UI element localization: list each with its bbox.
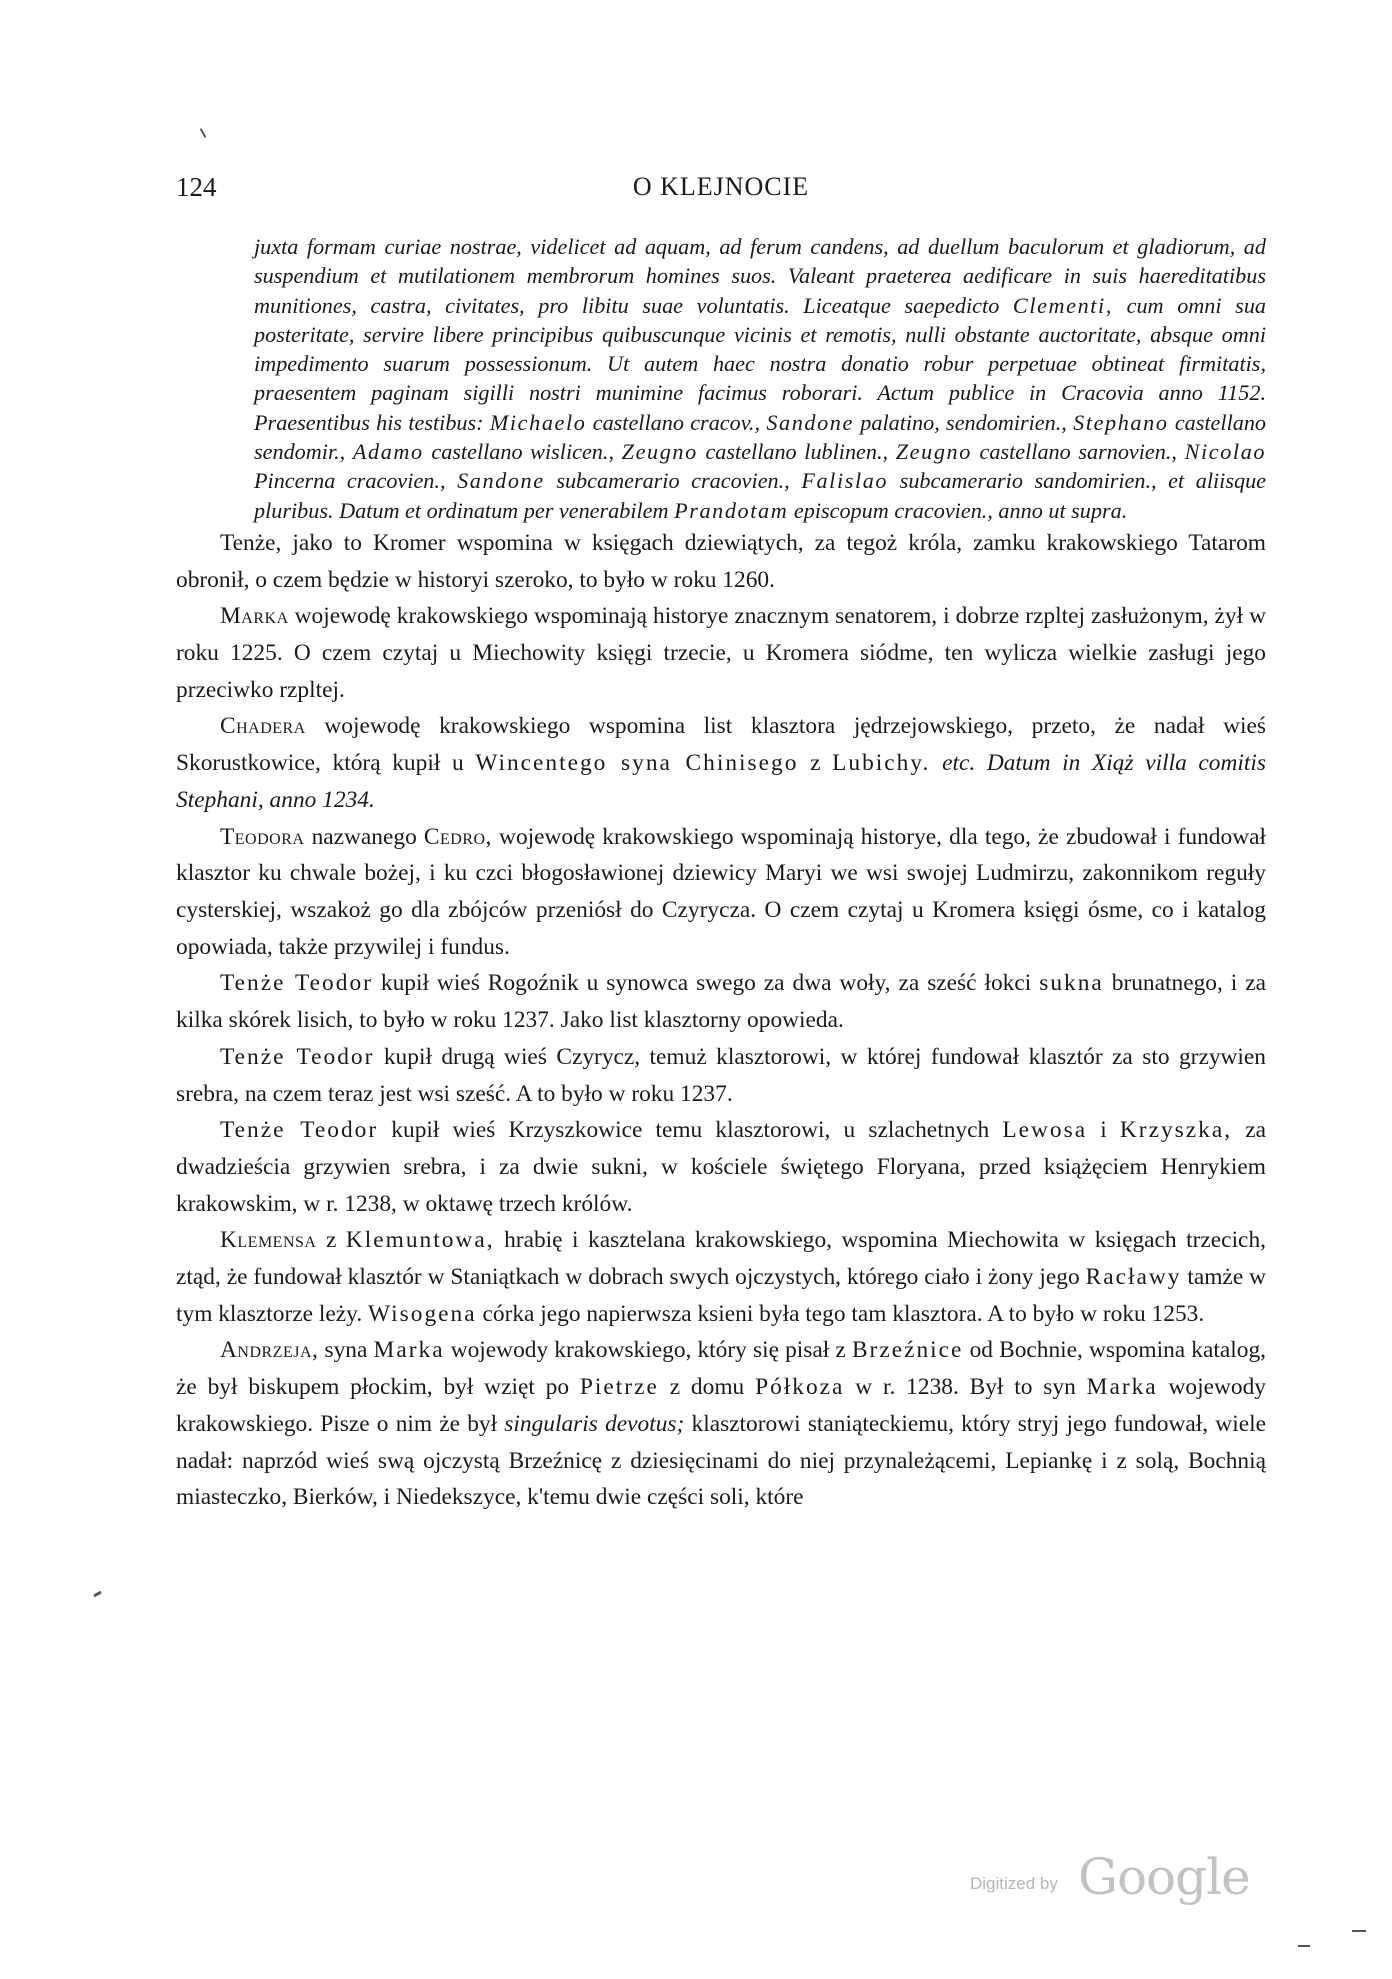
latin-name: Nicolao xyxy=(1184,439,1267,465)
latin-name: Stephano xyxy=(1073,409,1169,435)
person-name: Marka xyxy=(220,603,289,630)
person-name: Andrzeja, xyxy=(220,1337,319,1364)
paragraph-text: nazwanego xyxy=(311,823,417,850)
paragraph-marka xyxy=(176,598,1266,708)
latin-charter-quote xyxy=(254,232,1266,525)
latin-name: Prandotam xyxy=(674,497,789,523)
scan-mark xyxy=(1298,1945,1310,1947)
paragraph-chadera xyxy=(176,708,1266,818)
scan-mark xyxy=(200,128,207,138)
latin-text: juxta formam curiae nostrae, videlicet ad aquam, ad ferum candens, ad duellum baculorum et gladiorum, ad suspendium et mutilationem membrorum homines suos. Valeant praeterea aedificare in suis haereditatibus munitiones, castra, civitates, pro libitu suae voluntatis. Liceatque saepedicto xyxy=(254,234,1266,318)
latin-text: cum omni sua posteritate, servire libere principibus quibuscunque vicinis et remotis, nulli obstante auctoritate, absque omni impedimento suarum possessionum. Ut autem haec nostra donatio robur perpetuae obtineat firmitatis, praesentem paginam sigilli nostri munimine facimus roborari. Actum publice in Cracovia anno 1152. Praesentibus his testibus: xyxy=(254,292,1267,435)
latin-text: castellano cracov., xyxy=(592,409,761,435)
latin-text: etc. Datum in Xiąż villa comitis Stephani, anno 1234. xyxy=(176,750,1266,813)
latin-text: Pincerna cracovien., xyxy=(254,468,446,494)
paragraph-rogoznik xyxy=(176,965,1266,1038)
person-name: Racławy xyxy=(1085,1264,1182,1291)
paragraph-text: tamże w tym klasztorze leży. xyxy=(176,1264,1266,1327)
paragraph-klemens xyxy=(176,1222,1266,1332)
place-name: Klemuntowa, xyxy=(345,1227,495,1254)
person-name: Półkoza xyxy=(755,1374,845,1401)
paragraph-text: za dwadzieścia grzywien srebra, i za dwie sukni, w kościele świętego Floryana, przed książęciem Henrykiem krakowskim, w r. 1238, w oktawę trzech królów. xyxy=(176,1117,1266,1217)
latin-name: Zeugno xyxy=(621,439,698,465)
latin-name: Sandone xyxy=(457,468,545,494)
scan-mark xyxy=(93,1591,101,1598)
paragraph-text: córka jego napierwsza ksieni była tego tam klasztora. A to było w roku 1253. xyxy=(482,1300,1205,1327)
latin-text: castellano sarnovien., xyxy=(979,439,1177,465)
latin-text: singularis devotus; xyxy=(504,1410,685,1437)
person-name: Tenże Teodor xyxy=(220,1117,379,1144)
paragraph-text: od Bochnie, wspomina katalog, że był biskupem płockim, był wzięt po xyxy=(176,1337,1266,1401)
paragraph-text: Tenże, jako to Kromer wspomina w księgach dziewiątych, za tegoż króla, zamku krakowskiego Tatarom obronił, o czem będzie w historyi szeroko, to było w roku 1260. xyxy=(176,529,1266,593)
paragraph-kromer xyxy=(176,525,1266,598)
scan-mark xyxy=(1352,1930,1366,1932)
paragraph-text: wojewodę krakowskiego wspominają historye, dla tego, że zbudował i fundował klasztor ku chwale bożej, i ku czci błogosławionej dziewicy Maryi we wsi swojej Ludmirzu, zakonnikom reguły cysterskiej, wszakoż go dla zbójców przeniósł do Czyrycza. O czem czytaj u Kromera księgi ósme, co i katalog opowiada, także przywilej i fundus. xyxy=(176,823,1266,960)
paragraph-text: sukna xyxy=(1039,970,1104,997)
latin-name: Michaelo xyxy=(489,409,587,435)
paragraph-text: z domu xyxy=(669,1374,745,1401)
paragraph-text: i xyxy=(1100,1117,1107,1144)
paragraph-text: wojewodę krakowskiego wspomina list klasztora jędrzejowskiego, przeto, że nadał wieś Skorustkowice, którą kupił u xyxy=(176,713,1266,777)
page-header xyxy=(176,172,1266,212)
place-name: Lubichy. xyxy=(832,750,931,777)
paragraph-krzyszkowice xyxy=(176,1112,1266,1222)
latin-name: Zeugno xyxy=(895,439,972,465)
paragraph-teodor xyxy=(176,819,1266,966)
paragraph-text: hrabię i kasztelana krakowskiego, wspomina Miechowita w księgach trzecich, ztąd, że fundował klasztór w Staniątkach w dobrach swych ojczystych, którego ciało i żony jego xyxy=(176,1227,1266,1291)
running-head: O KLEJNOCIE xyxy=(632,172,810,201)
person-name: Tenże Teodor xyxy=(220,1043,375,1070)
person-name: Teodora xyxy=(220,823,305,850)
person-name: Marka xyxy=(373,1337,445,1364)
paragraph-andrzej xyxy=(176,1332,1266,1516)
person-name: Chadera xyxy=(220,713,306,740)
paragraph-text: kupił drugą wieś Czyrycz, temuż klasztorowi, w której fundował klasztór za sto grzywien srebra, na czem teraz jest wsi sześć. A to było w roku 1237. xyxy=(176,1043,1266,1107)
person-name: Tenże Teodor xyxy=(220,970,373,997)
paragraph-text: syna xyxy=(324,1337,368,1364)
paragraph-text: wojewody krakowskiego, który się pisał z xyxy=(450,1337,846,1364)
latin-text: castellano wislicen., xyxy=(431,439,614,465)
person-name: Wisogena xyxy=(368,1300,477,1327)
person-name: Pietrze xyxy=(579,1374,659,1401)
paragraph-text: kupił wieś Rogoźnik u synowca swego za dwa woły, za sześć łokci xyxy=(380,970,1032,997)
google-logo: Google xyxy=(1078,1848,1250,1906)
latin-name: Sandone xyxy=(766,409,854,435)
paragraph-text: brunatnego, i za kilka skórek lisich, to było w roku 1237. Jako list klasztorny opowieda. xyxy=(176,970,1266,1034)
latin-text: castellano lublinen., xyxy=(705,439,889,465)
latin-text: palatino, sendomirien., xyxy=(860,409,1067,435)
page-number: 124 xyxy=(176,172,217,202)
latin-name: Adamo xyxy=(352,439,424,465)
paragraph-czyrycz xyxy=(176,1039,1266,1112)
digitized-by-label: Digitized by xyxy=(970,1874,1058,1893)
paragraph-text: kupił wieś Krzyszkowice temu klasztorowi, u szlachetnych xyxy=(391,1117,990,1144)
latin-name: Falislao xyxy=(801,468,889,494)
place-name: Brzeźnice xyxy=(851,1337,964,1364)
google-watermark xyxy=(970,1848,1250,1908)
latin-text: castellano sendomir., xyxy=(254,409,1267,465)
person-name: Marka xyxy=(1086,1374,1158,1401)
person-name: Cedro, xyxy=(423,823,492,850)
paragraph-text: wojewody krakowskiego. Pisze o nim że był xyxy=(176,1374,1266,1437)
paragraph-text: klasztorowi staniąteckiemu, który stryj jego fundował, wiele nadał: naprzód wieś swą ojczystą Brzeźnicę z dziesięcinami do niej przynależącemi, Lepiankę i z solą, Bochnią miasteczko, Bierków, i Niedekszyce, k'temu dwie części soli, które xyxy=(176,1410,1266,1511)
latin-text: subcamerario cracovien., xyxy=(556,468,790,494)
paragraph-text: w r. 1238. Był to syn xyxy=(855,1374,1076,1401)
paragraph-text: wojewodę krakowskiego wspominają historye znacznym senatorem, i dobrze rzpltej zasłużonym, żył w roku 1225. O czem czytaj u Miechowity księgi trzecie, u Kromera siódme, ten wylicza wielkie zasługi jego przeciwko rzpltej. xyxy=(176,603,1266,703)
latin-text: subcamerario sandomirien., et aliisque pluribus. Datum et ordinatum per venerabilem xyxy=(254,468,1267,523)
latin-text: episcopum cracovien., anno ut supra. xyxy=(793,497,1128,523)
paragraph-text: z xyxy=(810,750,821,777)
latin-name: Clementi, xyxy=(1012,292,1113,318)
person-name: Klemensa xyxy=(220,1227,317,1254)
body-text xyxy=(176,232,1266,1516)
person-name: Krzyszka, xyxy=(1119,1117,1233,1144)
person-name: Wincentego syna Chinisego xyxy=(475,750,799,777)
paragraph-text: z xyxy=(325,1227,337,1254)
person-name: Lewosa xyxy=(1002,1117,1088,1144)
